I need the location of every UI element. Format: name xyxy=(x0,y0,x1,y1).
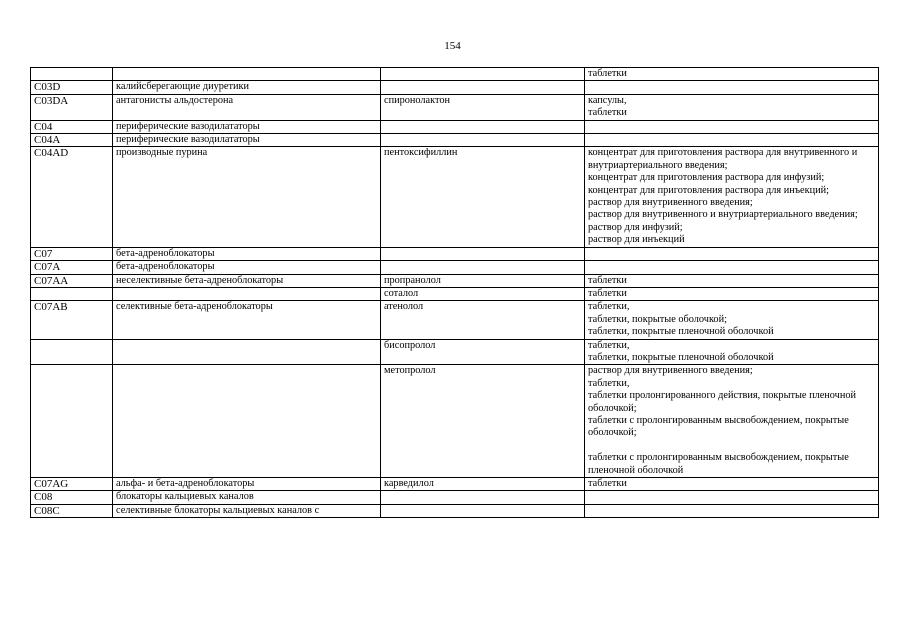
anatomic-therapeutic-group-cell: производные пурина xyxy=(113,147,381,247)
table-row xyxy=(31,68,879,81)
dosage-form-cell xyxy=(585,261,879,274)
dosage-form-cell: таблетки xyxy=(585,478,879,491)
table-row xyxy=(31,247,879,260)
dosage-form-cell: таблетки xyxy=(585,68,879,81)
atc-code-cell xyxy=(31,68,113,81)
table-row xyxy=(31,94,879,120)
table-row xyxy=(31,491,879,504)
atc-code-cell xyxy=(31,287,113,300)
atc-code-cell: C03D xyxy=(31,81,113,94)
drug-substance-cell: атенолол xyxy=(381,301,585,339)
dosage-form-cell xyxy=(585,504,879,517)
atc-code-cell: C07AG xyxy=(31,478,113,491)
drug-substance-cell xyxy=(381,68,585,81)
anatomic-therapeutic-group-cell: бета-адреноблокаторы xyxy=(113,261,381,274)
anatomic-therapeutic-group-cell: периферические вазодилататоры xyxy=(113,120,381,133)
anatomic-therapeutic-group-cell: селективные блокаторы кальциевых каналов с xyxy=(113,504,381,517)
dosage-form-cell xyxy=(585,120,879,133)
table-row xyxy=(31,287,879,300)
table-row xyxy=(31,339,879,365)
dosage-form-cell: таблетки xyxy=(585,274,879,287)
atc-code-cell: C04 xyxy=(31,120,113,133)
table-row xyxy=(31,120,879,133)
drug-substance-cell: соталол xyxy=(381,287,585,300)
drug-substance-cell: карведилол xyxy=(381,478,585,491)
table-row xyxy=(31,365,879,478)
dosage-form-cell: капсулы, таблетки xyxy=(585,94,879,120)
drug-substance-cell xyxy=(381,81,585,94)
anatomic-therapeutic-group-cell: калийсберегающие диуретики xyxy=(113,81,381,94)
atc-code-cell: C08C xyxy=(31,504,113,517)
drug-substance-cell xyxy=(381,504,585,517)
atc-code-cell xyxy=(31,339,113,365)
atc-code-cell xyxy=(31,365,113,478)
dosage-form-cell xyxy=(585,247,879,260)
drug-table-body xyxy=(31,68,879,518)
drug-substance-cell xyxy=(381,247,585,260)
atc-code-cell: C08 xyxy=(31,491,113,504)
page-number: 154 xyxy=(444,40,461,52)
table-row xyxy=(31,301,879,339)
atc-code-cell: C04A xyxy=(31,134,113,147)
table-row xyxy=(31,147,879,247)
table-row xyxy=(31,81,879,94)
dosage-form-cell xyxy=(585,81,879,94)
anatomic-therapeutic-group-cell: периферические вазодилататоры xyxy=(113,134,381,147)
drug-substance-cell: пентоксифиллин xyxy=(381,147,585,247)
anatomic-therapeutic-group-cell: бета-адреноблокаторы xyxy=(113,247,381,260)
anatomic-therapeutic-group-cell: неселективные бета-адреноблокаторы xyxy=(113,274,381,287)
table-row xyxy=(31,134,879,147)
drug-substance-cell xyxy=(381,134,585,147)
drug-substance-cell xyxy=(381,491,585,504)
dosage-form-cell: раствор для внутривенного введения; таблетки, таблетки пролонгированного действия, покрытые пленочной оболочкой; таблетки с пролонгированным высвобождением, покрытые оболочкой; таблетки с пролонгированным высвобождением, покрытые пленочной оболочкой xyxy=(585,365,879,478)
drug-substance-cell xyxy=(381,261,585,274)
drug-table xyxy=(30,67,879,518)
dosage-form-cell xyxy=(585,134,879,147)
anatomic-therapeutic-group-cell xyxy=(113,68,381,81)
dosage-form-cell: таблетки, таблетки, покрытые пленочной оболочкой xyxy=(585,339,879,365)
anatomic-therapeutic-group-cell: блокаторы кальциевых каналов xyxy=(113,491,381,504)
atc-code-cell: C07 xyxy=(31,247,113,260)
anatomic-therapeutic-group-cell xyxy=(113,365,381,478)
anatomic-therapeutic-group-cell xyxy=(113,287,381,300)
atc-code-cell: C07A xyxy=(31,261,113,274)
atc-code-cell: C07AA xyxy=(31,274,113,287)
drug-substance-cell: спиронолактон xyxy=(381,94,585,120)
table-row xyxy=(31,274,879,287)
atc-code-cell: C04AD xyxy=(31,147,113,247)
dosage-form-cell xyxy=(585,491,879,504)
drug-substance-cell: бисопролол xyxy=(381,339,585,365)
drug-substance-cell: пропранолол xyxy=(381,274,585,287)
table-row xyxy=(31,478,879,491)
anatomic-therapeutic-group-cell: антагонисты альдостерона xyxy=(113,94,381,120)
anatomic-therapeutic-group-cell: альфа- и бета-адреноблокаторы xyxy=(113,478,381,491)
anatomic-therapeutic-group-cell: селективные бета-адреноблокаторы xyxy=(113,301,381,339)
atc-code-cell: C03DA xyxy=(31,94,113,120)
dosage-form-cell: таблетки xyxy=(585,287,879,300)
table-row xyxy=(31,504,879,517)
dosage-form-cell: таблетки, таблетки, покрытые оболочкой; таблетки, покрытые пленочной оболочкой xyxy=(585,301,879,339)
dosage-form-cell: концентрат для приготовления раствора для внутривенного и внутриартериального введения; концентрат для приготовления раствора для инфузий; концентрат для приготовления раствора для инъекций; раствор для внутривенного введения; раствор для внутривенного и внутриартериального введения; раствор для инфузий; раствор для инъекций xyxy=(585,147,879,247)
anatomic-therapeutic-group-cell xyxy=(113,339,381,365)
drug-substance-cell xyxy=(381,120,585,133)
table-row xyxy=(31,261,879,274)
atc-code-cell: C07AB xyxy=(31,301,113,339)
drug-substance-cell: метопролол xyxy=(381,365,585,478)
